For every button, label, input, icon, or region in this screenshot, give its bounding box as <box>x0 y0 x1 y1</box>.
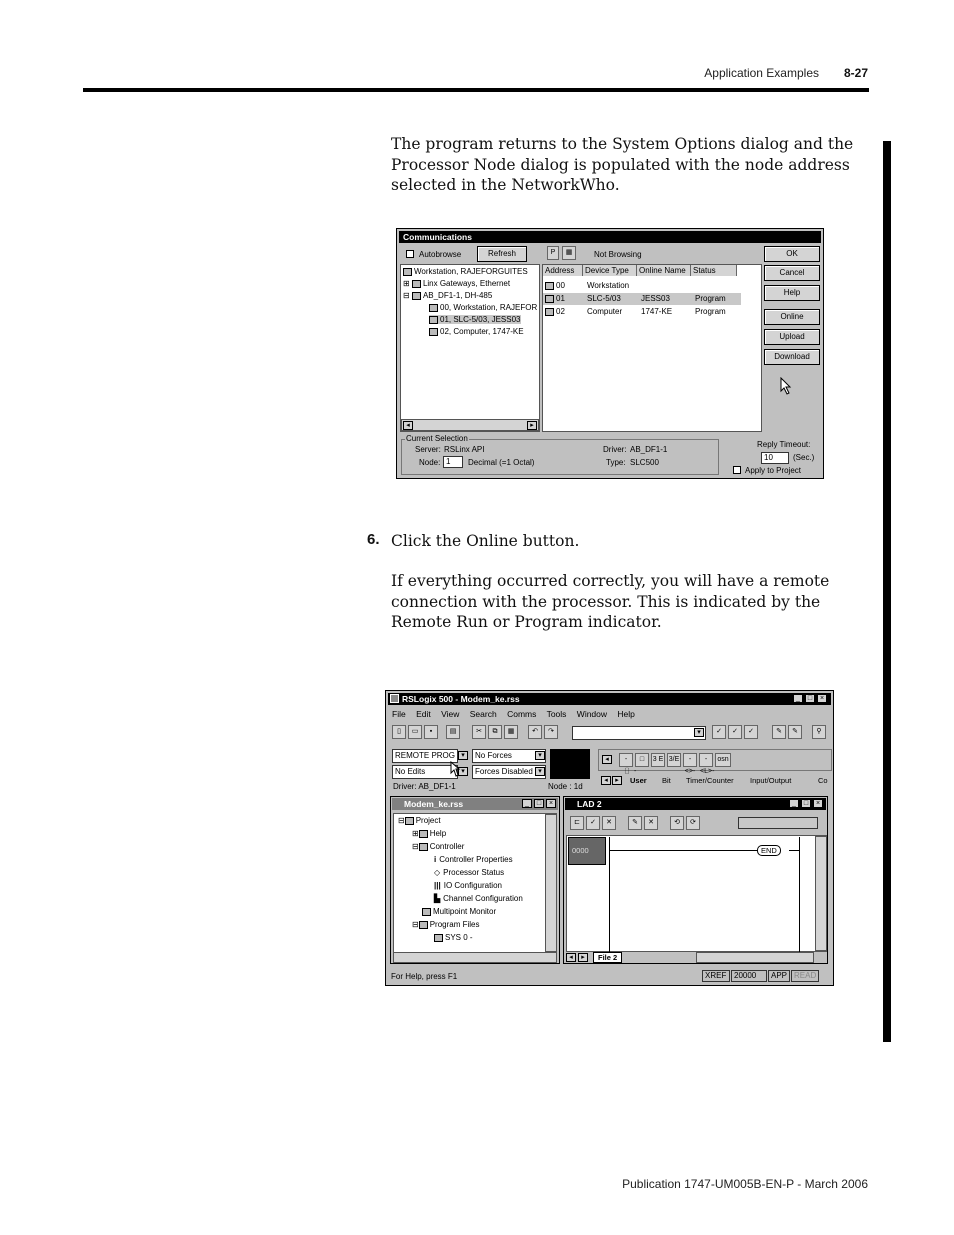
tree-item-workstation[interactable]: Workstation, RAJEFORGUITES <box>403 267 528 276</box>
network-icon <box>412 280 421 288</box>
ladder-bottom-bar <box>566 952 827 963</box>
network-icon <box>412 292 421 300</box>
file-icon <box>434 934 443 942</box>
scroll-left-icon[interactable]: ◂ <box>403 421 413 430</box>
computer-icon <box>429 304 438 312</box>
ladder-vertical-scrollbar[interactable] <box>815 836 827 951</box>
cell-name: JESS03 <box>641 294 670 303</box>
open-folder-icon[interactable]: ▭ <box>408 725 422 739</box>
rung-wire-end <box>789 850 799 851</box>
tree-item-help[interactable]: ⊞ Help <box>412 829 447 838</box>
instr-branch[interactable]: □ <box>635 753 649 767</box>
rung-comment-field[interactable] <box>738 817 818 829</box>
menu-bar <box>392 709 643 719</box>
tree-item-linx-gateways[interactable]: ⊞ Linx Gateways, Ethernet <box>403 279 511 288</box>
type-label: Type: <box>606 458 626 467</box>
menu-window[interactable]: Window <box>576 709 608 719</box>
cell-status: Program <box>695 307 726 316</box>
project-vertical-scrollbar[interactable] <box>545 814 557 952</box>
folder-icon <box>419 843 428 851</box>
server-value: RSLinx API <box>444 445 485 454</box>
server-label: Server: <box>415 445 441 454</box>
computer-icon <box>429 328 438 336</box>
node-note: Decimal (=1 Octal) <box>468 458 535 467</box>
timeout-unit: (Sec.) <box>793 453 815 462</box>
rung-edit-icon[interactable]: ✎ <box>628 816 642 830</box>
computer-icon <box>545 282 554 290</box>
instr-ote[interactable]: -<>- <box>683 753 697 767</box>
left-power-rail <box>609 837 610 952</box>
driver-label: Driver: <box>603 445 627 454</box>
tab-left-icon[interactable]: ◂ <box>601 776 611 785</box>
rung-delete-icon[interactable]: ✕ <box>602 816 616 830</box>
tab-right-icon[interactable]: ▸ <box>578 953 588 962</box>
untest-edits-icon[interactable]: ⟳ <box>686 816 700 830</box>
chevron-down-icon[interactable]: ▾ <box>694 728 704 737</box>
cell-name: 1747-KE <box>641 307 673 316</box>
redo-icon[interactable]: ↷ <box>544 725 558 739</box>
reply-timeout-field[interactable]: 10 <box>761 452 789 464</box>
maximize-icon[interactable]: □ <box>801 799 811 808</box>
tree-item-io-configuration[interactable]: ||| IO Configuration <box>434 881 502 890</box>
step-result: If everything occurred correctly, you will have a remote connection with the processor. This is indicated by the Remote Run or Program indicator. <box>391 572 830 631</box>
communications-dialog <box>396 228 824 479</box>
menu-view[interactable]: View <box>441 709 460 719</box>
apply-to-project-checkbox[interactable] <box>733 466 741 474</box>
tab-compare[interactable]: Co <box>818 776 828 785</box>
rung-number[interactable]: 0000 <box>568 837 606 865</box>
project-window-title: Modem_ke.rss <box>392 798 558 810</box>
end-instruction[interactable]: END <box>757 845 781 856</box>
column-address[interactable]: Address <box>543 265 583 276</box>
print-icon[interactable]: ▤ <box>446 725 460 739</box>
tree-item-program-files[interactable]: ⊟ Program Files <box>412 920 480 929</box>
close-icon[interactable]: × <box>817 694 827 703</box>
instr-xio[interactable]: 3 E <box>651 753 665 767</box>
node-label: Node: <box>419 458 441 467</box>
tree-item-channel-configuration[interactable]: ▙ Channel Configuration <box>434 894 523 903</box>
verify-file-icon[interactable]: ✓ <box>728 725 742 739</box>
rung-verify-icon[interactable]: ✓ <box>586 816 600 830</box>
undo-icon[interactable]: ↶ <box>528 725 542 739</box>
cell-type: Computer <box>587 307 623 316</box>
accept-edits-icon[interactable]: ✎ <box>788 725 802 739</box>
minimize-icon[interactable]: _ <box>793 694 803 703</box>
footer-publication: Publication 1747-UM005B-EN-P - March 2006 <box>622 1177 868 1191</box>
status-help-text: For Help, press F1 <box>391 972 458 981</box>
test-edits-icon[interactable]: ⟲ <box>670 816 684 830</box>
header-page-number: 8-27 <box>843 66 868 80</box>
mouse-pointer-icon <box>780 377 792 395</box>
status-xref: XREF <box>702 970 730 982</box>
step-instruction: Click the Online button. <box>391 532 580 550</box>
browse-tool-icon[interactable]: P <box>547 246 559 260</box>
processor-icon <box>429 316 438 324</box>
instr-xic[interactable]: -〔〕- <box>619 753 633 767</box>
status-address: 20000 <box>731 970 767 982</box>
project-window <box>390 796 560 964</box>
menu-edit[interactable]: Edit <box>416 709 431 719</box>
tab-right-icon[interactable]: ▸ <box>612 776 622 785</box>
maximize-icon[interactable]: □ <box>534 799 544 808</box>
app-icon <box>390 694 399 703</box>
upload-button[interactable]: Upload <box>764 329 820 345</box>
minimize-icon[interactable]: _ <box>789 799 799 808</box>
menu-tools[interactable]: Tools <box>546 709 567 719</box>
help-button[interactable]: Help <box>764 285 820 301</box>
cell-status: Program <box>695 294 726 303</box>
instruction-palette <box>598 749 832 775</box>
tree-item-controller-properties[interactable]: i Controller Properties <box>434 855 513 864</box>
driver-value: AB_DF1-1 <box>630 445 668 454</box>
tab-bit[interactable]: Bit <box>662 776 671 785</box>
tab-left-icon[interactable]: ◂ <box>566 953 576 962</box>
tree-item-processor-status[interactable]: ◇ Processor Status <box>434 868 505 877</box>
instr-otl[interactable]: -<L>- <box>699 753 713 767</box>
palette-left-icon[interactable]: ◂ <box>602 755 612 764</box>
tree-item-node-02[interactable]: 02, Computer, 1747-KE <box>429 327 524 336</box>
maximize-icon[interactable]: □ <box>805 694 815 703</box>
computer-icon <box>545 308 554 316</box>
intro-paragraph: The program returns to the System Options dialog and the Processor Node dialog is populated with the node address selected in the NetworkWho. <box>391 135 854 194</box>
rslogix-title: RSLogix 500 - Modem_ke.rss <box>388 693 831 705</box>
column-status[interactable]: Status <box>691 265 737 276</box>
close-icon[interactable]: × <box>546 799 556 808</box>
table-row[interactable]: 01 <box>545 294 565 303</box>
tree-item-controller[interactable]: ⊟ Controller <box>412 842 465 851</box>
refresh-button[interactable]: Refresh <box>477 246 527 262</box>
ok-button[interactable]: OK <box>764 246 820 262</box>
computer-icon <box>403 268 412 276</box>
tree-item-df1[interactable]: ⊟ AB_DF1-1, DH-485 <box>403 291 493 300</box>
menu-search[interactable]: Search <box>469 709 497 719</box>
tree-item-node-01[interactable]: 01, SLC-5/03, JESS03 <box>429 315 521 324</box>
cut-icon[interactable]: ✂ <box>472 725 486 739</box>
forces-indicator[interactable]: No Forces <box>472 749 546 763</box>
edits-dropdown-icon[interactable]: ▾ <box>458 767 468 776</box>
browse-status: Not Browsing <box>594 250 642 259</box>
channel-icon: ▙ <box>434 894 441 903</box>
dialog-title: Communications <box>399 231 821 243</box>
instruction-tabs <box>598 775 832 787</box>
column-device-type[interactable]: Device Type <box>583 265 637 276</box>
verify-icon[interactable]: ✓ <box>712 725 726 739</box>
info-icon: i <box>434 855 437 864</box>
status-app: APP <box>768 970 790 982</box>
change-bar <box>883 141 891 1042</box>
rung-cancel-icon[interactable]: ✕ <box>644 816 658 830</box>
status-read: READ <box>791 970 819 982</box>
menu-file[interactable]: File <box>392 709 406 719</box>
mouse-pointer-icon <box>450 761 462 777</box>
rung-wire <box>609 850 757 851</box>
project-horizontal-scrollbar[interactable] <box>393 952 557 963</box>
status-icon: ◇ <box>434 868 441 877</box>
node-field[interactable]: 1 <box>443 456 463 468</box>
folder-icon <box>419 921 428 929</box>
tree-horizontal-scrollbar[interactable] <box>401 419 539 431</box>
step-number: 6. <box>367 531 380 548</box>
tab-input-output[interactable]: Input/Output <box>750 776 792 785</box>
tab-user[interactable]: User <box>630 776 647 785</box>
save-icon[interactable]: ▪ <box>424 725 438 739</box>
menu-help[interactable]: Help <box>617 709 635 719</box>
folder-icon <box>419 830 428 838</box>
zoom-icon[interactable]: ⚲ <box>812 725 826 739</box>
table-row[interactable]: 00 <box>545 281 565 290</box>
ladder-window <box>563 796 828 964</box>
header-section: Application Examples <box>704 66 819 80</box>
rung-insert-icon[interactable]: ⊏ <box>570 816 584 830</box>
apply-to-project-label: Apply to Project <box>745 466 802 475</box>
cell-type: Workstation <box>587 281 630 290</box>
search-combo[interactable] <box>572 726 706 740</box>
forces-dropdown-icon[interactable]: ▾ <box>535 751 545 760</box>
verify-project-icon[interactable]: ✓ <box>744 725 758 739</box>
cancel-button[interactable]: Cancel <box>764 265 820 281</box>
ladder-editor[interactable] <box>566 835 827 952</box>
tree-item-project[interactable]: ⊟ Project <box>398 816 441 825</box>
grid-view-icon[interactable]: ▦ <box>562 246 576 260</box>
forces-state-dropdown-icon[interactable]: ▾ <box>535 767 545 776</box>
file-tab[interactable]: File 2 <box>593 952 622 963</box>
menu-comms[interactable]: Comms <box>507 709 537 719</box>
tab-timer-counter[interactable]: Timer/Counter <box>686 776 734 785</box>
mode-dropdown-icon[interactable]: ▾ <box>458 751 468 760</box>
copy-icon[interactable]: ⧉ <box>488 725 502 739</box>
project-tree[interactable] <box>393 813 557 953</box>
online-button[interactable]: Online <box>764 309 820 325</box>
tree-item-node-00[interactable]: 00, Workstation, RAJEFOR <box>429 303 537 312</box>
driver-label: Driver: AB_DF1-1 <box>393 782 456 791</box>
right-power-rail <box>799 837 800 952</box>
ladder-window-title: LAD 2 <box>565 798 826 810</box>
reply-timeout-label: Reply Timeout: <box>757 440 811 449</box>
column-online-name[interactable]: Online Name <box>637 265 691 276</box>
instr-osr[interactable]: osn <box>715 753 731 767</box>
mode-indicator[interactable]: REMOTE PROG <box>392 749 458 763</box>
current-selection-label: Current Selection <box>406 434 468 443</box>
cell-type: SLC-5/03 <box>587 294 621 303</box>
new-file-icon[interactable]: ▯ <box>392 725 406 739</box>
edits-indicator[interactable]: No Edits <box>392 765 458 779</box>
ladder-horizontal-scrollbar[interactable] <box>696 952 814 963</box>
scroll-right-icon[interactable]: ▸ <box>527 421 537 430</box>
autobrowse-checkbox[interactable] <box>406 250 414 258</box>
table-row[interactable]: 02 <box>545 307 565 316</box>
download-button[interactable]: Download <box>764 349 820 365</box>
node-label: Node : 1d <box>548 782 583 791</box>
device-list[interactable] <box>542 264 762 432</box>
io-icon: ||| <box>434 881 441 890</box>
paste-icon[interactable]: ▦ <box>504 725 518 739</box>
header-rule <box>83 88 869 92</box>
minimize-icon[interactable]: _ <box>522 799 532 808</box>
instr-xic2[interactable]: 3/E <box>667 753 681 767</box>
type-value: SLC500 <box>630 458 659 467</box>
tree-item-multipoint-monitor[interactable]: Multipoint Monitor <box>422 907 496 916</box>
processor-status-icon[interactable] <box>550 749 590 779</box>
tree-item-sys0[interactable]: SYS 0 - <box>434 933 473 942</box>
autobrowse-label: Autobrowse <box>419 250 462 259</box>
network-tree[interactable] <box>400 264 540 432</box>
processor-icon <box>545 295 554 303</box>
monitor-icon <box>422 908 431 916</box>
folder-icon <box>405 817 414 825</box>
edit-rung-icon[interactable]: ✎ <box>772 725 786 739</box>
forces-state-indicator[interactable]: Forces Disabled <box>472 765 546 779</box>
rslogix-window <box>385 690 834 986</box>
close-icon[interactable]: × <box>813 799 823 808</box>
